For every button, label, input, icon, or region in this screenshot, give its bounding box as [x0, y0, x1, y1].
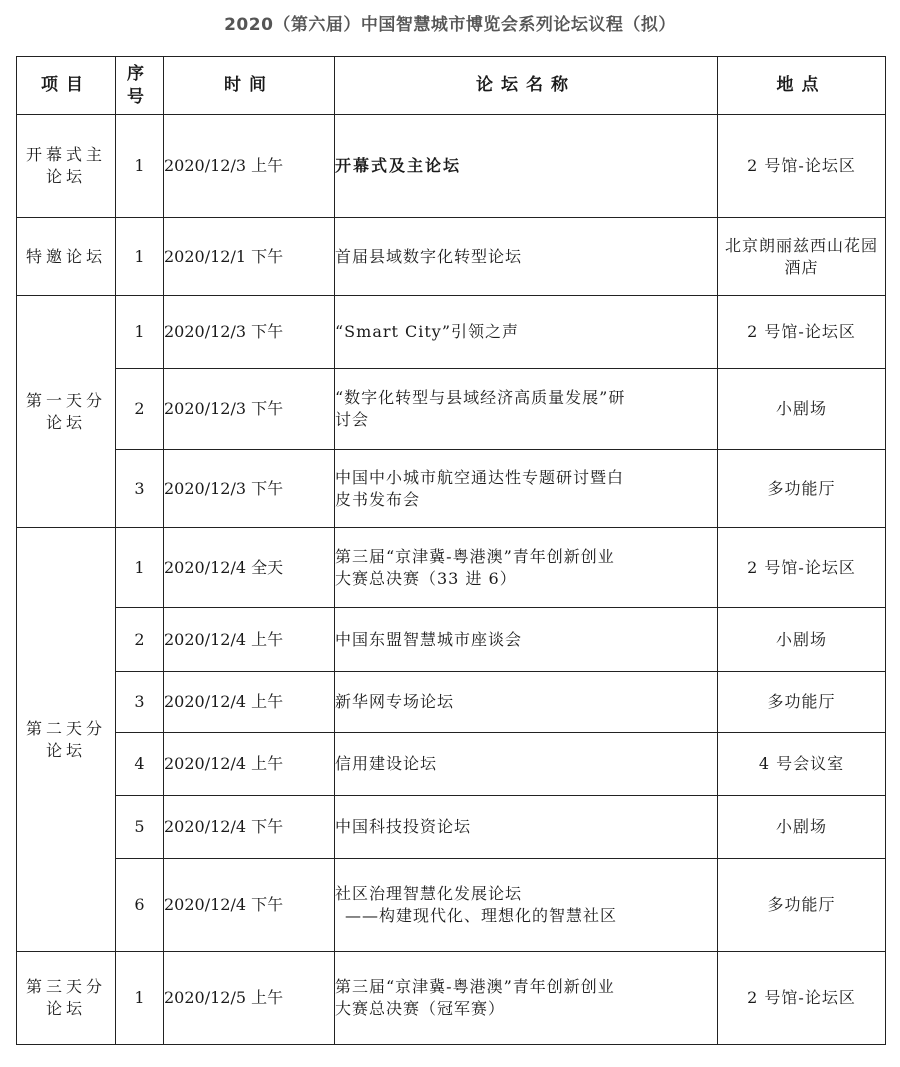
place-cell: 北京朗丽兹西山花园酒店: [718, 218, 886, 296]
seq-cell: 1: [116, 952, 164, 1045]
category-cell: 特邀论坛: [17, 218, 116, 296]
time-cell: 2020/12/4 上午: [164, 672, 335, 733]
forum-name: 社区治理智慧化发展论坛: [335, 884, 523, 904]
forum-name-cell: [335, 796, 718, 859]
table-row: [17, 218, 886, 296]
seq-cell: 3: [116, 672, 164, 733]
forum-name-cell: [335, 733, 718, 796]
agenda-table: [16, 56, 886, 1045]
category-cell: 第一天分论坛: [17, 296, 116, 528]
table-row: [17, 369, 886, 450]
place-cell: 4 号会议室: [718, 733, 886, 796]
header-place: 地点: [718, 57, 886, 115]
place-cell: 2 号馆-论坛区: [718, 528, 886, 608]
forum-name: 第三届“京津冀-粤港澳”青年创新创业: [335, 977, 615, 997]
forum-name-cell: [335, 952, 718, 1045]
forum-name-cell: [335, 218, 718, 296]
table-row: [17, 528, 886, 608]
forum-name-continued: 大赛总决赛（冠军赛）: [335, 999, 506, 1018]
time-cell: 2020/12/3 下午: [164, 296, 335, 369]
forum-name-continued: 皮书发布会: [335, 489, 421, 509]
forum-name: 信用建设论坛: [335, 754, 438, 774]
forum-name-cell: [335, 528, 718, 608]
forum-name: 中国东盟智慧城市座谈会: [335, 629, 523, 649]
time-cell: 2020/12/4 下午: [164, 796, 335, 859]
forum-name-continued: 讨会: [335, 410, 370, 429]
forum-name: 中国科技投资论坛: [335, 817, 472, 837]
place-cell: 小剧场: [718, 608, 886, 672]
time-cell: 2020/12/5 上午: [164, 952, 335, 1045]
table-row: [17, 952, 886, 1045]
forum-name-continued: 大赛总决赛（33 进 6）: [335, 568, 517, 588]
header-seq: 序号: [116, 57, 164, 115]
forum-name: “数字化转型与县域经济高质量发展”研: [335, 388, 626, 408]
place-cell: 2 号馆-论坛区: [718, 115, 886, 218]
forum-name: “Smart City”引领之声: [335, 322, 520, 342]
table-row: [17, 450, 886, 528]
seq-cell: 3: [116, 450, 164, 528]
table-row: [17, 796, 886, 859]
forum-name-cell: [335, 369, 718, 450]
category-cell: 第二天分论坛: [17, 528, 116, 952]
page-title: 2020（第六届）中国智慧城市博览会系列论坛议程（拟）: [224, 15, 676, 35]
forum-name: 首届县域数字化转型论坛: [335, 246, 523, 266]
time-cell: 2020/12/3 上午: [164, 115, 335, 218]
seq-cell: 4: [116, 733, 164, 796]
table-row: [17, 672, 886, 733]
place-cell: 小剧场: [718, 796, 886, 859]
header-time: 时间: [164, 57, 335, 115]
forum-name-cell: [335, 296, 718, 369]
forum-name-cell: [335, 672, 718, 733]
seq-cell: 2: [116, 608, 164, 672]
seq-cell: 5: [116, 796, 164, 859]
forum-name-cell: [335, 608, 718, 672]
time-cell: 2020/12/1 下午: [164, 218, 335, 296]
seq-cell: 1: [116, 528, 164, 608]
forum-name: 开幕式及主论坛: [335, 156, 462, 176]
time-cell: 2020/12/4 下午: [164, 859, 335, 952]
table-row: [17, 115, 886, 218]
place-cell: 2 号馆-论坛区: [718, 296, 886, 369]
place-cell: 多功能厅: [718, 672, 886, 733]
time-cell: 2020/12/4 上午: [164, 733, 335, 796]
place-cell: 多功能厅: [718, 859, 886, 952]
forum-name: 新华网专场论坛: [335, 692, 455, 712]
header-row: [17, 57, 886, 115]
category-cell: 开幕式主论坛: [17, 115, 116, 218]
forum-name: 中国中小城市航空通达性专题研讨暨白: [335, 467, 625, 487]
seq-cell: 1: [116, 296, 164, 369]
forum-name-cell: [335, 115, 718, 218]
forum-subtitle: ——构建现代化、理想化的智慧社区: [345, 906, 618, 925]
time-cell: 2020/12/4 全天: [164, 528, 335, 608]
category-cell: 第三天分论坛: [17, 952, 116, 1045]
time-cell: 2020/12/4 上午: [164, 608, 335, 672]
table-row: [17, 859, 886, 952]
time-cell: 2020/12/3 下午: [164, 369, 335, 450]
seq-cell: 1: [116, 218, 164, 296]
place-cell: 小剧场: [718, 369, 886, 450]
table-row: [17, 733, 886, 796]
forum-name-cell: [335, 450, 718, 528]
place-cell: 2 号馆-论坛区: [718, 952, 886, 1045]
header-name: 论坛名称: [335, 57, 718, 115]
place-cell: 多功能厅: [718, 450, 886, 528]
seq-cell: 6: [116, 859, 164, 952]
seq-cell: 2: [116, 369, 164, 450]
table-row: [17, 296, 886, 369]
table-row: [17, 608, 886, 672]
seq-cell: 1: [116, 115, 164, 218]
time-cell: 2020/12/3 下午: [164, 450, 335, 528]
forum-name: 第三届“京津冀-粤港澳”青年创新创业: [335, 546, 615, 566]
forum-name-cell: [335, 859, 718, 952]
header-category: 项目: [17, 57, 116, 115]
